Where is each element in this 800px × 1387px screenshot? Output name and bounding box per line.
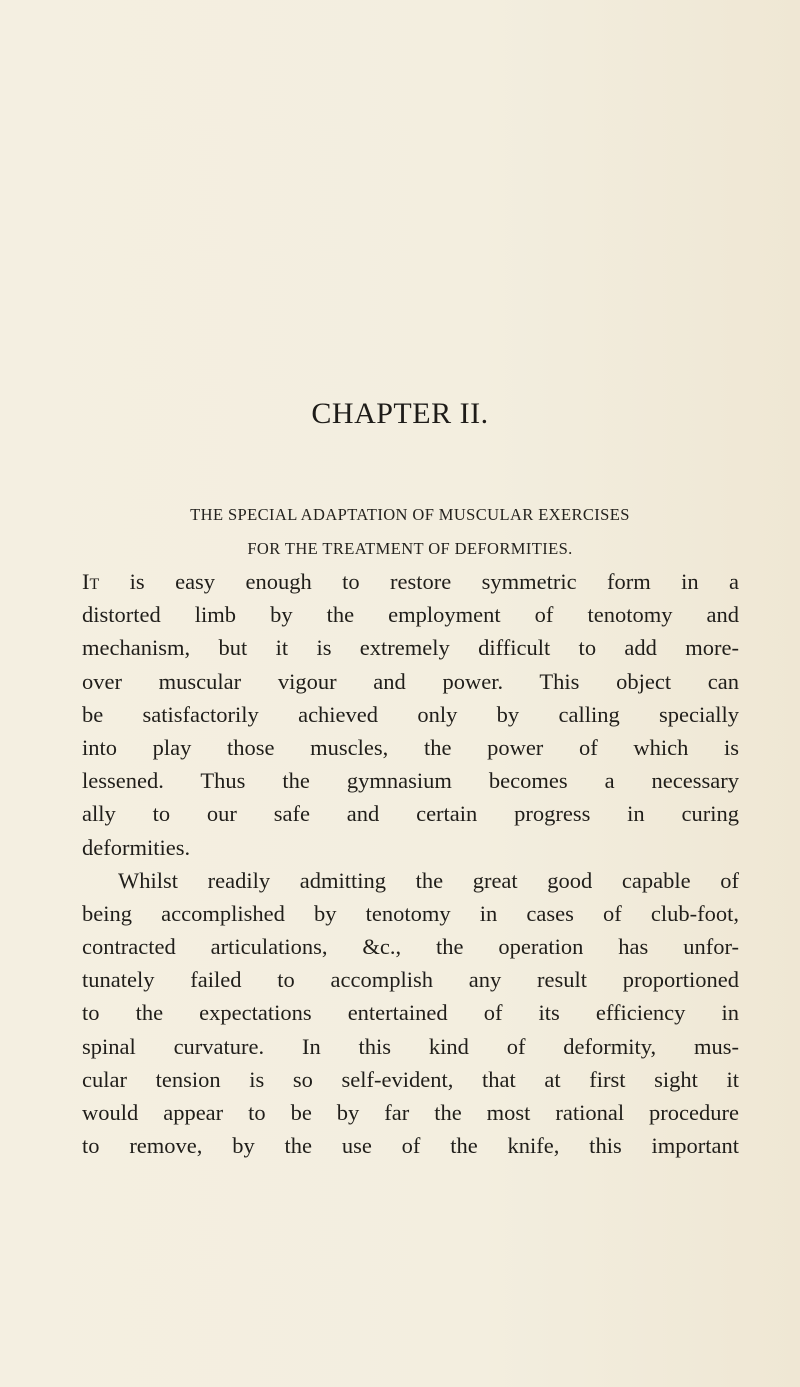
text-line: Whilst readily admitting the great good capable of (118, 867, 739, 893)
text-line: being accomplished by tenotomy in cases of club-foot, (82, 900, 739, 926)
text-line: would appear to be by far the most rational procedure (82, 1100, 739, 1125)
text-line: deformities. (82, 834, 191, 860)
text-line: to the expectations entertained of its efficiency in (82, 1000, 739, 1026)
text-line: lessened. Thus the gymnasium becomes a necessary (82, 768, 739, 794)
text-line: ally to our safe and certain progress in curing (82, 801, 739, 827)
text-line (82, 565, 739, 598)
text-line-rest: is easy enough to restore symmetric form in a (99, 569, 739, 594)
text-line: be satisfactorily achieved only by calling specially (82, 701, 739, 727)
text-line: distorted limb by the employment of tenotomy and (82, 602, 739, 628)
text-line: contracted articulations, &c., the operation has unfor- (82, 934, 739, 960)
text-line: tunately failed to accomplish any result proportioned (82, 967, 739, 993)
opening-word: It (82, 569, 100, 594)
chapter-title: CHAPTER II. (311, 397, 489, 430)
subtitle-line: FOR THE TREATMENT OF DEFORMITIES. (247, 539, 573, 558)
body-text (82, 565, 739, 1162)
text-line: cular tension is so self-evident, that at first sight it (82, 1066, 739, 1092)
text-line: mechanism, but it is extremely difficult to add more- (82, 635, 739, 661)
text-line: to remove, by the use of the knife, this important (82, 1133, 739, 1159)
chapter-subtitle (80, 498, 740, 566)
subtitle-line: THE SPECIAL ADAPTATION OF MUSCULAR EXERCISES (190, 505, 630, 524)
text-line: into play those muscles, the power of which is (82, 734, 739, 760)
text-line: over muscular vigour and power. This object can (82, 668, 739, 694)
text-line: spinal curvature. In this kind of deformity, mus- (82, 1033, 739, 1059)
